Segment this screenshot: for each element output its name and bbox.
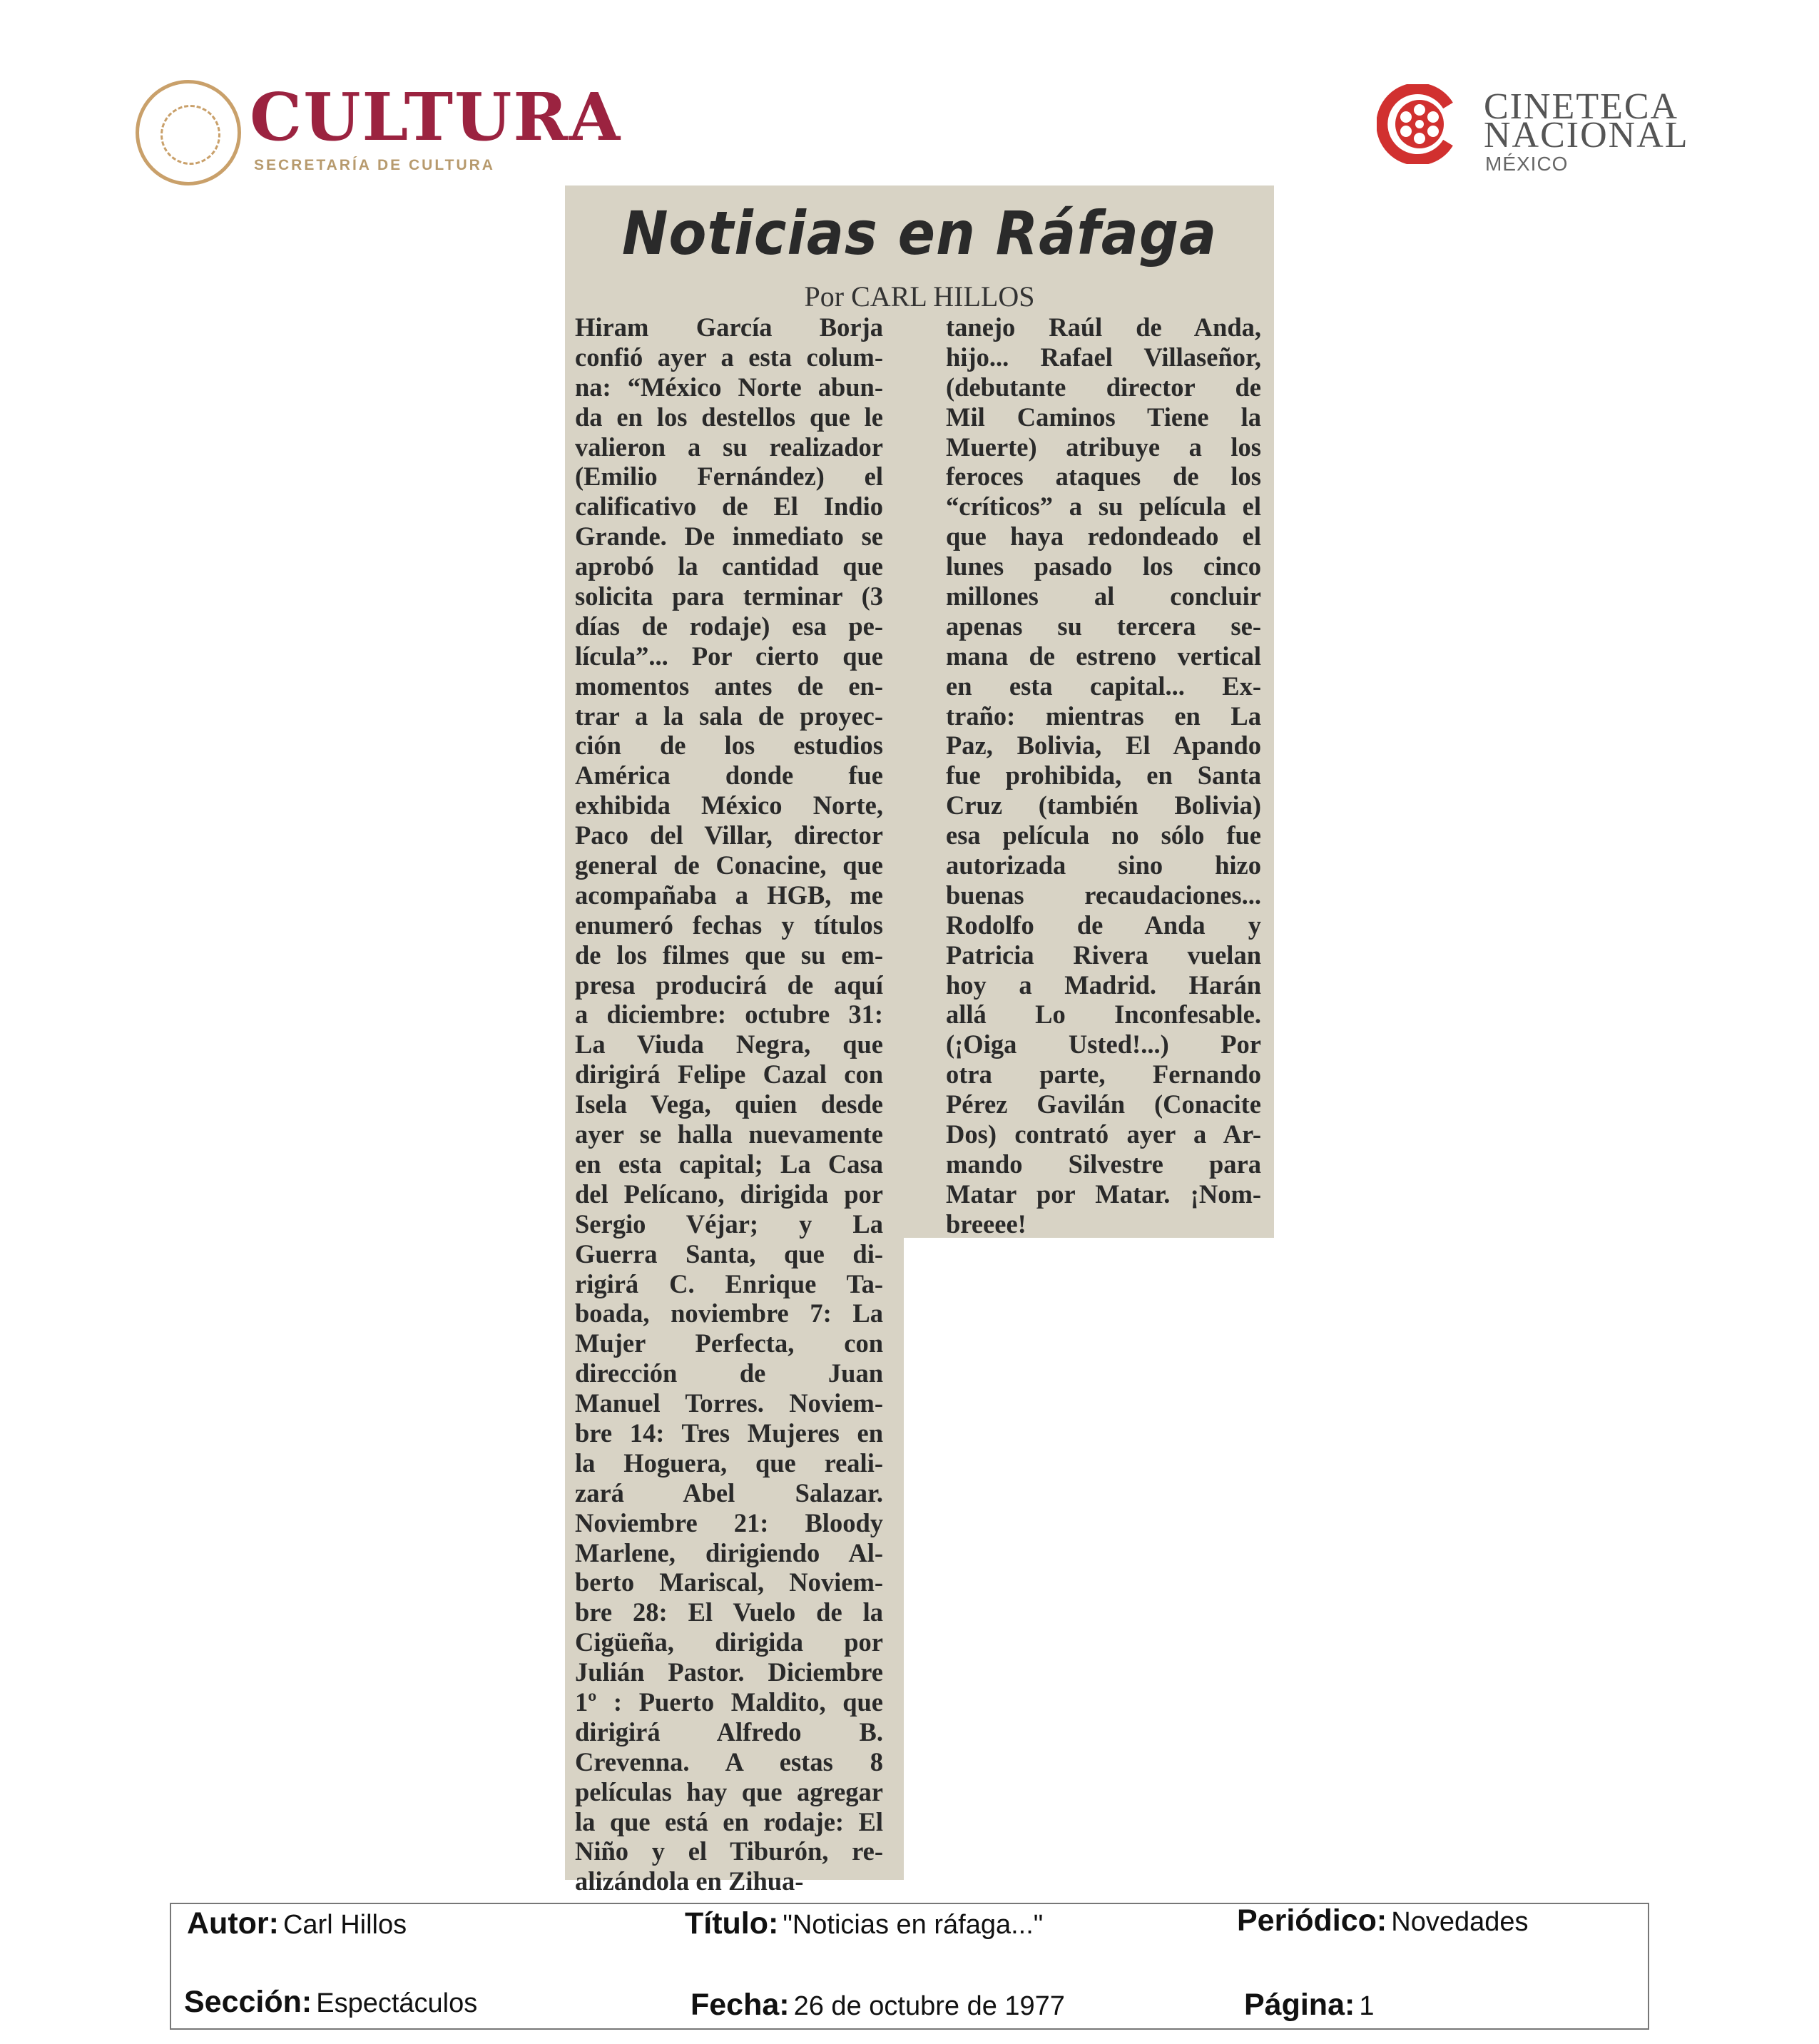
cineteca-line1: CINETECA [1484, 86, 1679, 127]
article-line: en esta capital... Ex- [946, 671, 1261, 701]
article-line: ción de los estudios [575, 731, 883, 761]
article-line: fue prohibida, en Santa [946, 761, 1261, 790]
cineteca-line2: NACIONAL [1484, 115, 1689, 156]
article-line: confió ayer a esta colum- [575, 342, 883, 372]
article-line: Paz, Bolivia, El Apando [946, 731, 1261, 761]
article-line: Rodolfo de Anda y [946, 910, 1261, 940]
article-line: Dos) contrató ayer a Ar- [946, 1119, 1261, 1149]
meta-fecha [691, 1988, 1065, 2023]
article-line: lunes pasado los cinco [946, 551, 1261, 581]
article-line: apenas su tercera se- [946, 611, 1261, 641]
article-line: Cruz (también Bolivia) [946, 790, 1261, 820]
article-line: Mil Caminos Tiene la [946, 402, 1261, 432]
article-line: días de rodaje) esa pe- [575, 611, 883, 641]
article-line: zará Abel Salazar. [575, 1478, 883, 1507]
meta-titulo-label: Título: [685, 1906, 779, 1941]
meta-pagina-value: 1 [1359, 1991, 1375, 2021]
article-line: del Pelícano, dirigida por [575, 1179, 883, 1209]
meta-autor-value: Carl Hillos [282, 1910, 407, 1940]
cultura-wordmark: CULTURA [250, 78, 622, 156]
article-line: (Emilio Fernández) el [575, 462, 883, 492]
article-line: otra parte, Fernando [946, 1059, 1261, 1089]
meta-periodico-label: Periódico: [1237, 1903, 1387, 1938]
article-line: la que está en rodaje: El [575, 1806, 883, 1836]
article-line: Marlene, dirigiendo Al- [575, 1537, 883, 1567]
article-line: dirigirá Alfredo B. [575, 1717, 883, 1746]
article-line: Julián Pastor. Diciembre [575, 1657, 883, 1687]
article-headline: Noticias en Ráfaga [621, 198, 1218, 268]
article-line: Manuel Torres. Noviem- [575, 1388, 883, 1418]
article-line: (¡Oiga Usted!...) Por [946, 1029, 1261, 1059]
article-line: bre 14: Tres Mujeres en [575, 1418, 883, 1448]
article-line: hoy a Madrid. Harán [946, 970, 1261, 1000]
article-line: Niño y el Tiburón, re- [575, 1836, 883, 1866]
meta-titulo [685, 1906, 1043, 1941]
article-line: valieron a su realizador [575, 432, 883, 462]
article-line: “críticos” a su película el [946, 492, 1261, 522]
article-line: América donde fue [575, 761, 883, 790]
article-line: que haya redondeado el [946, 522, 1261, 551]
article-line: dirigirá Felipe Cazal con [575, 1059, 883, 1089]
article-line: allá Lo Inconfesable. [946, 1000, 1261, 1029]
article-line: a diciembre: octubre 31: [575, 1000, 883, 1029]
article-line: Crevenna. A estas 8 [575, 1746, 883, 1776]
article-line: Cigüeña, dirigida por [575, 1627, 883, 1657]
meta-autor-label: Autor: [187, 1906, 279, 1941]
article-line: Noviembre 21: Bloody [575, 1507, 883, 1537]
meta-fecha-label: Fecha: [691, 1988, 790, 2022]
article-column-1 [575, 312, 883, 1896]
cultura-subtitle: SECRETARÍA DE CULTURA [254, 157, 495, 173]
article-line: Sergio Véjar; y La [575, 1209, 883, 1239]
cineteca-line3: MÉXICO [1485, 153, 1569, 175]
article-line: bre 28: El Vuelo de la [575, 1597, 883, 1627]
meta-seccion-value: Espectáculos [316, 1988, 478, 2018]
article-line: hijo... Rafael Villaseñor, [946, 342, 1261, 372]
article-line: mana de estreno vertical [946, 641, 1261, 671]
article-line: Hiram García Borja [575, 312, 883, 342]
article-line: Guerra Santa, que di- [575, 1239, 883, 1268]
article-line: Grande. De inmediato se [575, 522, 883, 551]
article-line: La Viuda Negra, que [575, 1029, 883, 1059]
article-line: aprobó la cantidad que [575, 551, 883, 581]
article-line: millones al concluir [946, 581, 1261, 611]
article-line: lícula”... Por cierto que [575, 641, 883, 671]
article-line: traño: mientras en La [946, 701, 1261, 731]
article-line: películas hay que agregar [575, 1776, 883, 1806]
article-line: Patricia Rivera vuelan [946, 940, 1261, 970]
film-reel-icon [1377, 84, 1457, 164]
article-line: en esta capital; La Casa [575, 1149, 883, 1179]
article-line: autorizada sino hizo [946, 850, 1261, 880]
article-byline: Por CARL HILLOS [804, 280, 1035, 312]
article-line: tanejo Raúl de Anda, [946, 312, 1261, 342]
mexican-seal-icon [136, 80, 241, 185]
article-line: breeee! [946, 1209, 1026, 1239]
article-line: ayer se halla nuevamente [575, 1119, 883, 1149]
article-line: na: “México Norte abun- [575, 372, 883, 402]
meta-fecha-value: 26 de octubre de 1977 [793, 1991, 1065, 2021]
cineteca-logo [1377, 84, 1691, 177]
article-line: trar a la sala de proyec- [575, 701, 883, 731]
article-line: exhibida México Norte, [575, 790, 883, 820]
meta-seccion-label: Sección: [184, 1985, 312, 2019]
article-line: Isela Vega, quien desde [575, 1089, 883, 1119]
article-line: presa producirá de aquí [575, 970, 883, 1000]
meta-pagina [1244, 1988, 1374, 2023]
meta-periodico-value: Novedades [1391, 1907, 1529, 1937]
article-line: calificativo de El Indio [575, 492, 883, 522]
article-line: Paco del Villar, director [575, 820, 883, 850]
article-line: general de Conacine, que [575, 850, 883, 880]
meta-periodico [1237, 1903, 1529, 1938]
meta-titulo-value: "Noticias en ráfaga..." [783, 1910, 1044, 1940]
article-line: boada, noviembre 7: La [575, 1298, 883, 1328]
article-line: de los filmes que su em- [575, 940, 883, 970]
article-line: mando Silvestre para [946, 1149, 1261, 1179]
article-line: acompañaba a HGB, me [575, 880, 883, 910]
article-line: la Hoguera, que reali- [575, 1448, 883, 1478]
meta-seccion [184, 1985, 477, 2020]
article-line: buenas recaudaciones... [946, 880, 1261, 910]
article-line: enumeró fechas y títulos [575, 910, 883, 940]
meta-autor [187, 1906, 407, 1941]
article-line: rigirá C. Enrique Ta- [575, 1268, 883, 1298]
article-line: Matar por Matar. ¡Nom- [946, 1179, 1261, 1209]
article-line: solicita para terminar (3 [575, 581, 883, 611]
article-line: 1º : Puerto Maldito, que [575, 1687, 883, 1717]
article-line: dirección de Juan [575, 1358, 883, 1388]
article-column-2 [946, 312, 1261, 1239]
article-line: alizándola en Zihua- [575, 1866, 804, 1896]
article-line: Muerte) atribuye a los [946, 432, 1261, 462]
meta-pagina-label: Página: [1244, 1988, 1355, 2022]
article-line: Pérez Gavilán (Conacite [946, 1089, 1261, 1119]
article-line: momentos antes de en- [575, 671, 883, 701]
article-line: Mujer Perfecta, con [575, 1328, 883, 1358]
article-line: esa película no sólo fue [946, 820, 1261, 850]
article-line: feroces ataques de los [946, 462, 1261, 492]
article-line: da en los destellos que le [575, 402, 883, 432]
article-line: (debutante director de [946, 372, 1261, 402]
article-line: berto Mariscal, Noviem- [575, 1567, 883, 1597]
